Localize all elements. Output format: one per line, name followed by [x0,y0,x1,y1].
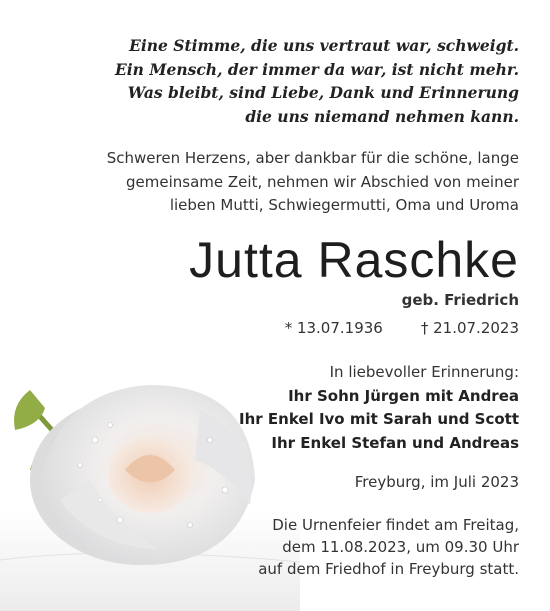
poem-line: Was bleibt, sind Liebe, Dank und Erinnerung [127,83,519,102]
poem [115,34,519,128]
intro-line: gemeinsame Zeit, nehmen wir Abschied von meiner [126,172,519,191]
mourner-line: Ihr Enkel Stefan und Andreas [271,433,519,452]
birth-date: * 13.07.1936 [284,319,383,337]
funeral-line: Die Urnenfeier findet am Freitag, [272,516,519,534]
death-date: † 21.07.2023 [420,319,519,337]
funeral-notice [258,514,519,580]
intro-line: Schweren Herzens, aber dankbar für die schöne, lange [106,149,519,167]
mourner-line: Ihr Sohn Jürgen mit Andrea [288,386,519,405]
poem-line: die uns niemand nehmen kann. [245,106,519,126]
intro-text [107,147,519,218]
poem-line: Eine Stimme, die uns vertraut war, schweigt. [129,36,519,55]
mourners-heading: In liebevoller Erinnerung: [329,363,519,381]
mourners [239,361,519,455]
funeral-line: dem 11.08.2023, um 09.30 Uhr [282,538,519,556]
mourner-line: Ihr Enkel Ivo mit Sarah und Scott [239,410,519,428]
intro-line: lieben Mutti, Schwiegermutti, Oma und Uroma [169,196,519,214]
funeral-line: auf dem Friedhof in Freyburg statt. [258,560,519,578]
maiden-name: geb. Friedrich [401,291,519,309]
deceased-name: Jutta Raschke [189,232,519,288]
poem-line: Ein Mensch, der immer da war, ist nicht mehr. [114,59,519,79]
life-dates [285,319,519,337]
place-date: Freyburg, im Juli 2023 [354,473,519,491]
